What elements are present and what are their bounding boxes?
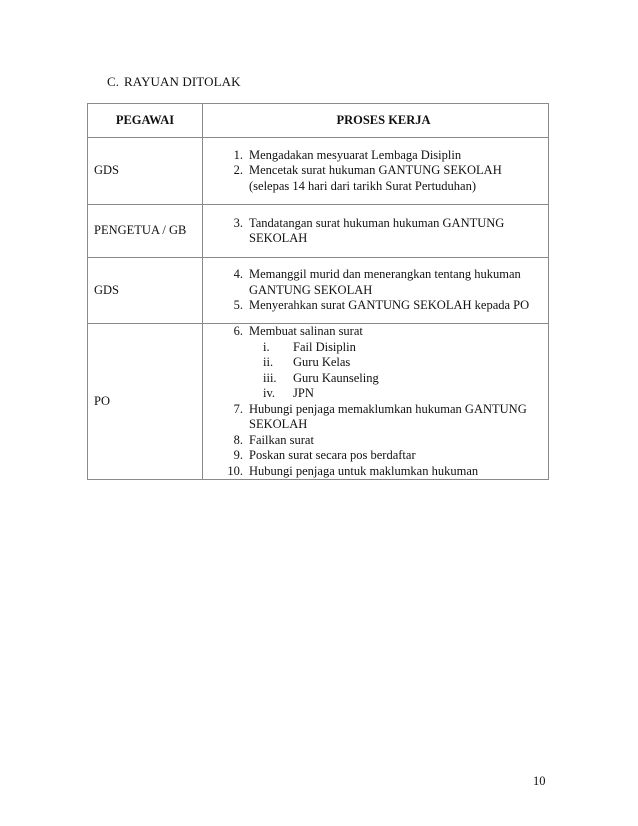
officer-cell: GDS [88,138,203,205]
step-number: 8. [233,432,243,447]
list-item [223,163,544,194]
officer-cell: PENGETUA / GB [88,205,203,258]
steps-cell [203,258,549,324]
step-number: 5. [233,298,243,313]
step-number: 1. [233,147,243,162]
step-text: Failkan surat [249,432,314,447]
list-item [223,298,544,314]
steps-cell [203,205,549,258]
step-text: Mencetak surat hukuman GANTUNG SEKOLAH (selepas 14 hari dari tarikh Surat Pertuduhan) [249,163,502,193]
table-row [88,138,549,205]
list-item [263,340,544,356]
step-number: 9. [233,448,243,462]
officer-cell: PO [88,324,203,480]
list-item [263,386,544,402]
list-item [223,402,544,433]
step-number: 3. [233,215,243,230]
section-letter: C. [107,74,120,89]
header-pegawai: PEGAWAI [88,104,203,138]
step-number: 10. [227,463,243,478]
step-number: 4. [233,267,243,282]
list-item [223,324,544,340]
copy-number: iv. [263,386,276,400]
list-item [223,433,544,449]
steps-list [223,324,544,340]
list-item [223,216,544,247]
list-item [223,148,544,164]
copy-number: iii. [263,370,277,385]
step-text: Mengadakan mesyuarat Lembaga Disiplin [249,147,462,162]
step-number: 6. [233,324,243,338]
header-proses-kerja: PROSES KERJA [203,104,549,138]
steps-cell [203,324,549,480]
step-text: Tandatangan surat hukuman hukuman GANTUNG SEKOLAH [249,215,505,245]
step-text: Hubungi penjaga untuk maklumkan hukuman [249,463,479,478]
list-item [223,267,544,298]
table-row [88,324,549,480]
table-row [88,205,549,258]
list-item [263,355,544,371]
steps-list [223,267,544,314]
table-header-row [88,104,549,138]
steps-list [223,402,544,480]
steps-list [223,148,544,195]
step-text: Poskan surat secara pos berdaftar [249,448,416,462]
step-number: 7. [233,401,243,416]
list-item [263,371,544,387]
list-item [223,464,544,480]
copy-text: Guru Kaunseling [293,370,379,385]
copy-number: i. [263,339,270,354]
table-row [88,258,549,324]
officer-cell: GDS [88,258,203,324]
steps-list [223,216,544,247]
section-heading [107,74,241,90]
steps-cell [203,138,549,205]
step-text: Memanggil murid dan menerangkan tentang hukuman GANTUNG SEKOLAH [249,267,521,297]
list-item [223,448,544,464]
copy-text: JPN [293,386,314,400]
step-text: Menyerahkan surat GANTUNG SEKOLAH kepada PO [249,298,530,313]
step-number: 2. [233,163,243,178]
copies-list [223,340,544,402]
step-text: Hubungi penjaga memaklumkan hukuman GANTUNG SEKOLAH [249,401,527,431]
step-text: Membuat salinan surat [249,324,363,338]
section-title: RAYUAN DITOLAK [124,74,241,89]
copy-text: Guru Kelas [293,355,351,369]
process-table [87,103,549,480]
copy-number: ii. [263,355,274,369]
copy-text: Fail Disiplin [293,339,356,354]
page-number: 10 [533,774,546,788]
